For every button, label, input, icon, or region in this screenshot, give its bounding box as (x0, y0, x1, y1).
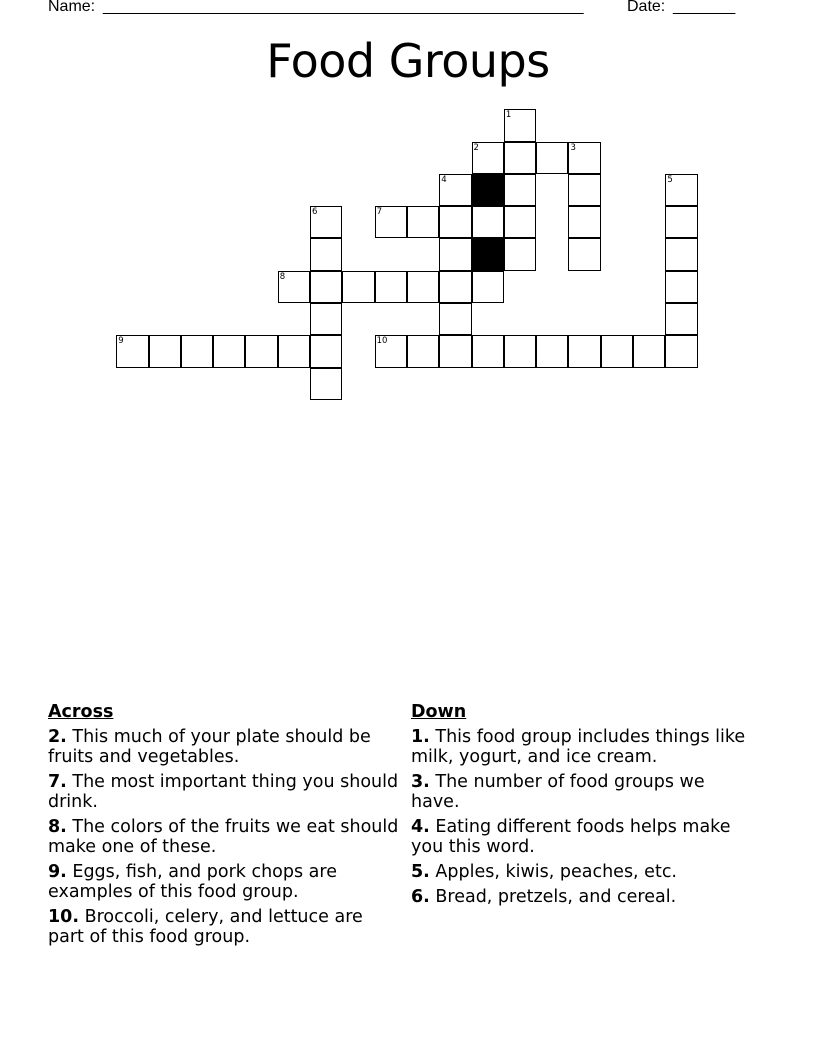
down-clues (411, 702, 751, 912)
grid-cell[interactable] (568, 142, 600, 174)
date-field[interactable]: _______ (673, 0, 736, 15)
clue-number: 2 (473, 142, 479, 153)
grid-cell[interactable] (407, 271, 439, 303)
down-heading: Down (411, 702, 467, 722)
grid-cell[interactable] (310, 271, 342, 303)
grid-cell[interactable] (568, 335, 600, 367)
grid-cell[interactable] (342, 271, 374, 303)
grid-cell[interactable] (310, 206, 342, 238)
grid-cell[interactable] (665, 238, 697, 270)
grid-block-cell (472, 174, 504, 206)
across-clue: 8. The colors of the fruits we eat should make one of these. (48, 817, 399, 857)
clue-number: 4 (441, 174, 447, 185)
grid-cell[interactable] (278, 271, 310, 303)
across-clues (48, 702, 403, 952)
grid-cell[interactable] (310, 368, 342, 400)
grid-block-cell (472, 238, 504, 270)
grid-cell[interactable] (213, 335, 245, 367)
grid-cell[interactable] (439, 238, 471, 270)
grid-cell[interactable] (472, 271, 504, 303)
grid-cell[interactable] (149, 335, 181, 367)
grid-cell[interactable] (665, 271, 697, 303)
grid-cell[interactable] (407, 335, 439, 367)
grid-cell[interactable] (536, 335, 568, 367)
clue-number: 9 (118, 336, 124, 347)
grid-cell[interactable] (568, 174, 600, 206)
grid-cell[interactable] (504, 206, 536, 238)
across-heading: Across (48, 702, 114, 722)
grid-cell[interactable] (407, 206, 439, 238)
grid-cell[interactable] (439, 271, 471, 303)
down-clue: 4. Eating different foods helps make you this word. (411, 817, 731, 857)
grid-cell[interactable] (536, 142, 568, 174)
page-title: Food Groups (266, 34, 550, 88)
grid-cell[interactable] (439, 303, 471, 335)
grid-cell[interactable] (601, 335, 633, 367)
grid-cell[interactable] (439, 335, 471, 367)
grid-cell[interactable] (633, 335, 665, 367)
grid-cell[interactable] (310, 335, 342, 367)
across-clue: 2. This much of your plate should be fruits and vegetables. (48, 727, 371, 767)
grid-cell[interactable] (568, 206, 600, 238)
down-clue: 5. Apples, kiwis, peaches, etc. (411, 862, 677, 882)
grid-cell[interactable] (278, 335, 310, 367)
clue-number: 6 (312, 207, 318, 218)
clue-number: 8 (279, 271, 286, 282)
across-clue: 10. Broccoli, celery, and lettuce are part of this food group. (48, 907, 363, 947)
grid-cell[interactable] (504, 174, 536, 206)
grid-cell[interactable] (439, 206, 471, 238)
grid-cell[interactable] (665, 335, 697, 367)
grid-cell[interactable] (375, 206, 407, 238)
grid-cell[interactable] (665, 206, 697, 238)
down-clue: 6. Bread, pretzels, and cereal. (411, 887, 677, 907)
date-label: Date: (627, 0, 666, 15)
down-clue: 1. This food group includes things like milk, yogurt, and ice cream. (411, 727, 746, 767)
grid-cell[interactable] (181, 335, 213, 367)
grid-cell[interactable] (310, 238, 342, 270)
grid-cell[interactable] (504, 238, 536, 270)
grid-cell[interactable] (472, 142, 504, 174)
grid-cell[interactable] (568, 238, 600, 270)
grid-cell[interactable] (665, 174, 697, 206)
grid-cell[interactable] (116, 335, 148, 367)
down-clue: 3. The number of food groups we have. (411, 772, 705, 812)
grid-cell[interactable] (665, 303, 697, 335)
across-clue: 9. Eggs, fish, and pork chops are examples of this food group. (48, 862, 337, 902)
grid-cell[interactable] (245, 335, 277, 367)
grid-cell[interactable] (439, 174, 471, 206)
across-clue: 7. The most important thing you should drink. (48, 772, 399, 812)
clue-number: 3 (570, 142, 576, 153)
grid-cell[interactable] (375, 271, 407, 303)
clue-number: 10 (376, 336, 388, 347)
grid-cell[interactable] (504, 335, 536, 367)
name-label: Name: (48, 0, 96, 15)
grid-cell[interactable] (375, 335, 407, 367)
clue-number: 1 (505, 110, 512, 121)
grid-cell[interactable] (472, 206, 504, 238)
grid-cell[interactable] (310, 303, 342, 335)
clue-number: 5 (667, 174, 673, 185)
grid-cell[interactable] (504, 109, 536, 141)
name-field[interactable]: ______________________________________________________ (103, 0, 584, 15)
grid-cell[interactable] (504, 142, 536, 174)
clue-number: 7 (376, 207, 383, 218)
grid-cell[interactable] (472, 335, 504, 367)
